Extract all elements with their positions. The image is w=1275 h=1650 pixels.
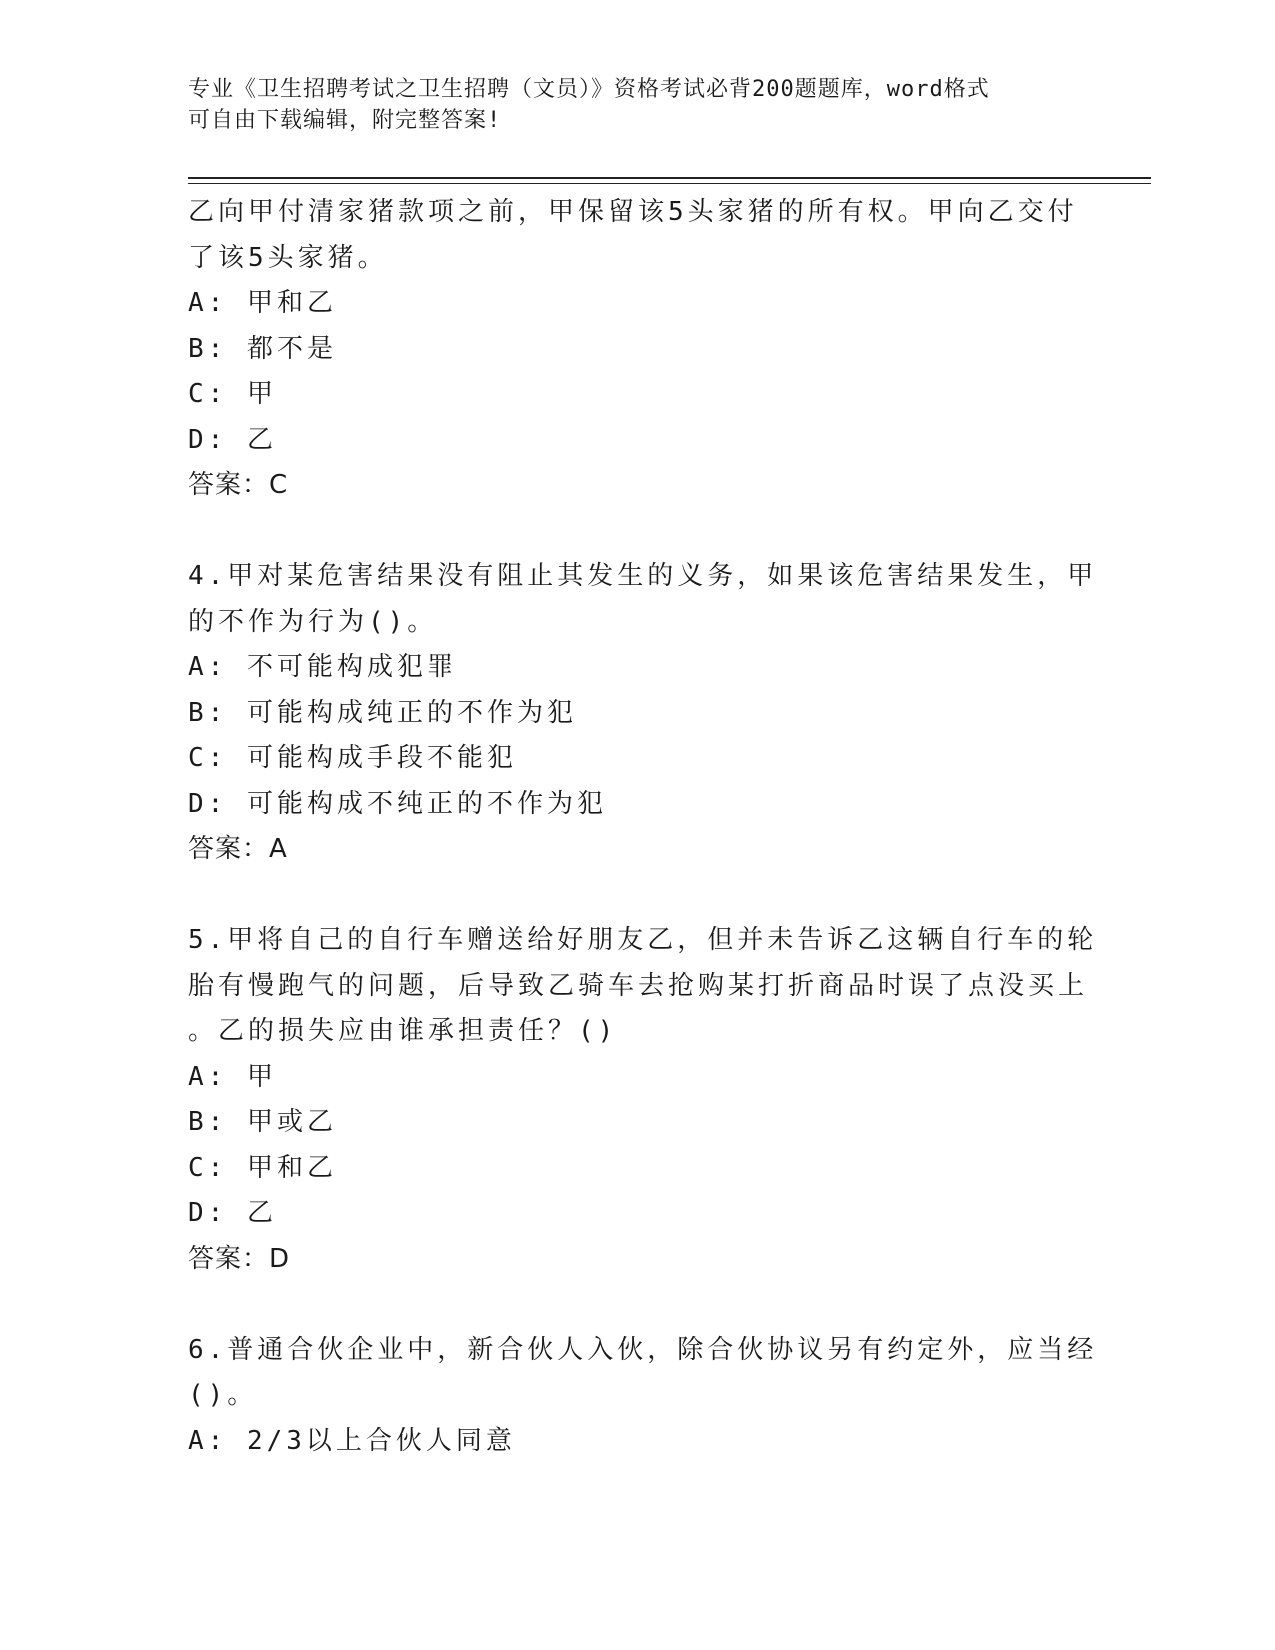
option-b: B: 可能构成纯正的不作为犯	[188, 697, 577, 728]
option-b: B: 甲或乙	[188, 1107, 337, 1137]
answer-line: 答案：C	[188, 470, 289, 500]
question-3-continued	[188, 190, 1088, 509]
question-text: 。乙的损失应由谁承担责任？()	[188, 1016, 618, 1046]
answer-line: 答案：D	[188, 1243, 291, 1274]
answer-line: 答案：A	[188, 834, 288, 864]
question-content	[188, 190, 1098, 1464]
header-rule-thin	[188, 183, 1151, 184]
header-line-1: 专业《卫生招聘考试之卫生招聘（文员）》资格考试必背200题题库，word格式	[188, 77, 990, 102]
option-a: A: 不可能构成犯罪	[188, 652, 457, 682]
question-text: 了该5头家猪。	[188, 242, 388, 273]
option-d: D: 可能构成不纯正的不作为犯	[188, 788, 607, 819]
header-rule-thick	[188, 177, 1151, 179]
question-6	[188, 1328, 1098, 1465]
spacer	[188, 1282, 1088, 1328]
question-text: 胎有慢跑气的问题，后导致乙骑车去抢购某打折商品时误了点没买上	[188, 970, 1089, 1001]
question-text: 5.甲将自己的自行车赠送给好朋友乙，但并未告诉乙这辆自行车的轮	[188, 925, 1098, 955]
question-text: 的不作为行为()。	[188, 606, 438, 637]
question-text: 4.甲对某危害结果没有阻止其发生的义务，如果该危害结果发生，甲	[188, 561, 1098, 591]
spacer	[188, 509, 1088, 555]
spacer	[188, 873, 1088, 919]
question-4	[188, 554, 1098, 873]
option-d: D: 乙	[188, 424, 277, 455]
option-c: C: 甲	[188, 379, 277, 409]
option-d: D: 乙	[188, 1198, 277, 1228]
document-header	[188, 74, 1068, 136]
question-5	[188, 918, 1098, 1282]
option-a: A: 2/3以上合伙人同意	[188, 1425, 516, 1456]
question-text: 乙向甲付清家猪款项之前，甲保留该5头家猪的所有权。甲向乙交付	[188, 197, 1078, 227]
question-text: 6.普通合伙企业中，新合伙人入伙，除合伙协议另有约定外，应当经	[188, 1334, 1098, 1365]
option-c: C: 甲和乙	[188, 1152, 337, 1183]
option-b: B: 都不是	[188, 333, 337, 364]
question-text: ()。	[188, 1380, 258, 1410]
option-a: A: 甲	[188, 1061, 277, 1092]
option-c: C: 可能构成手段不能犯	[188, 743, 517, 773]
option-a: A: 甲和乙	[188, 288, 337, 318]
header-line-2: 可自由下载编辑，附完整答案!	[188, 108, 502, 133]
